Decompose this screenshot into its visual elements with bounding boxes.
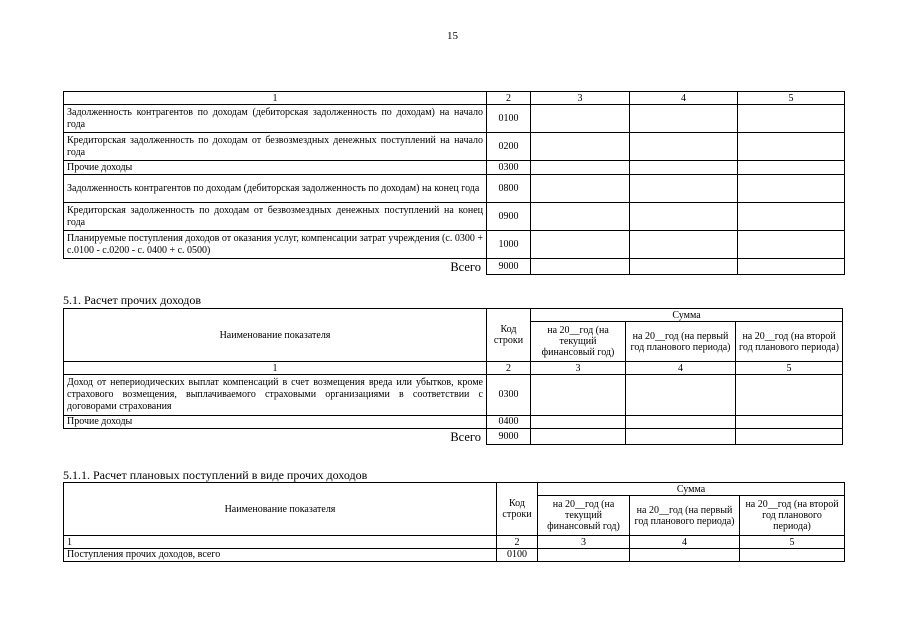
col-number: 3 — [531, 362, 626, 375]
row-code: 0100 — [497, 549, 538, 562]
amount-cell — [630, 175, 738, 203]
col-number: 5 — [740, 536, 845, 549]
amount-cell — [626, 416, 736, 429]
amount-cell — [630, 161, 738, 175]
col-number: 1 — [64, 92, 487, 105]
col-number: 1 — [64, 362, 487, 375]
row-label: Прочие доходы — [64, 416, 487, 429]
amount-cell — [531, 416, 626, 429]
period-header: на 20__год (на первый год планового периода) — [630, 496, 740, 536]
amount-cell — [740, 549, 845, 562]
table-number-row — [64, 536, 845, 549]
col-number: 2 — [487, 362, 531, 375]
col-number: 4 — [630, 536, 740, 549]
amount-cell — [630, 105, 738, 133]
amount-cell — [630, 259, 738, 275]
page-number: 15 — [447, 30, 458, 42]
table-header-row — [64, 483, 845, 496]
income-summary-table — [63, 91, 845, 275]
total-row — [64, 429, 843, 445]
amount-cell — [738, 175, 845, 203]
col-number: 5 — [736, 362, 843, 375]
total-row — [64, 259, 845, 275]
col-sum-header: Сумма — [531, 309, 843, 322]
col-number: 1 — [64, 536, 497, 549]
col-number: 5 — [738, 92, 845, 105]
table-row — [64, 231, 845, 259]
col-name-header: Наименование показателя — [64, 483, 497, 536]
amount-cell — [626, 429, 736, 445]
amount-cell — [738, 161, 845, 175]
row-label: Доход от непериодических выплат компенсаций в счет возмещения вреда или убытков, кроме страхового возмещения, выплачиваемого страховыми организациями в соответствии с договорами страхования — [64, 375, 487, 416]
row-code: 0300 — [487, 161, 531, 175]
row-code: 0300 — [487, 375, 531, 416]
table-number-row — [64, 362, 843, 375]
row-code: 0100 — [487, 105, 531, 133]
period-header: на 20__год (на второй год планового периода) — [740, 496, 845, 536]
amount-cell — [531, 203, 630, 231]
row-code: 0400 — [487, 416, 531, 429]
row-label: Задолженность контрагентов по доходам (дебиторская задолженность по доходам) на начало года — [64, 105, 487, 133]
row-label: Прочие доходы — [64, 161, 487, 175]
total-label: Всего — [64, 429, 487, 445]
row-label: Планируемые поступления доходов от оказания услуг, компенсации затрат учреждения (с. 0300 + с.0100 - с.0200 - с. 0400 + с. 0500) — [64, 231, 487, 259]
amount-cell — [738, 203, 845, 231]
col-number: 3 — [531, 92, 630, 105]
amount-cell — [736, 429, 843, 445]
amount-cell — [531, 175, 630, 203]
amount-cell — [531, 231, 630, 259]
table-row — [64, 175, 845, 203]
period-header: на 20__год (на текущий финансовый год) — [531, 322, 626, 362]
col-code-header: Код строки — [497, 483, 538, 536]
row-label: Кредиторская задолженность по доходам от безвозмездных денежных поступлений на начало года — [64, 133, 487, 161]
section-title: 5.1.1. Расчет плановых поступлений в виде прочих доходов — [63, 468, 368, 482]
row-code: 0800 — [487, 175, 531, 203]
amount-cell — [531, 133, 630, 161]
table-row — [64, 161, 845, 175]
amount-cell — [736, 375, 843, 416]
row-label: Задолженность контрагентов по доходам (дебиторская задолженность по доходам) на конец года — [64, 175, 487, 203]
table-header-row — [64, 92, 845, 105]
amount-cell — [630, 133, 738, 161]
amount-cell — [531, 259, 630, 275]
amount-cell — [738, 133, 845, 161]
col-number: 2 — [497, 536, 538, 549]
period-header: на 20__год (на первый год планового периода) — [626, 322, 736, 362]
table-row — [64, 105, 845, 133]
table-row — [64, 375, 843, 416]
amount-cell — [738, 259, 845, 275]
amount-cell — [538, 549, 630, 562]
total-label: Всего — [64, 259, 487, 275]
total-code: 9000 — [487, 259, 531, 275]
col-number: 2 — [487, 92, 531, 105]
amount-cell — [531, 429, 626, 445]
col-number: 3 — [538, 536, 630, 549]
col-number: 4 — [630, 92, 738, 105]
table-row — [64, 549, 845, 562]
total-code: 9000 — [487, 429, 531, 445]
col-code-header: Код строки — [487, 309, 531, 362]
section-title: 5.1. Расчет прочих доходов — [63, 293, 202, 307]
row-code: 0200 — [487, 133, 531, 161]
row-code: 0900 — [487, 203, 531, 231]
amount-cell — [626, 375, 736, 416]
table-row — [64, 416, 843, 429]
amount-cell — [630, 231, 738, 259]
other-income-table — [63, 308, 843, 445]
amount-cell — [630, 203, 738, 231]
col-name-header: Наименование показателя — [64, 309, 487, 362]
row-label: Поступления прочих доходов, всего — [64, 549, 497, 562]
table-row — [64, 133, 845, 161]
amount-cell — [531, 105, 630, 133]
row-label: Кредиторская задолженность по доходам от безвозмездных денежных поступлений на конец года — [64, 203, 487, 231]
amount-cell — [630, 549, 740, 562]
amount-cell — [531, 161, 630, 175]
amount-cell — [531, 375, 626, 416]
amount-cell — [736, 416, 843, 429]
col-number: 4 — [626, 362, 736, 375]
period-header: на 20__год (на второй год планового периода) — [736, 322, 843, 362]
col-sum-header: Сумма — [538, 483, 845, 496]
amount-cell — [738, 105, 845, 133]
planned-other-income-table — [63, 482, 845, 562]
period-header: на 20__год (на текущий финансовый год) — [538, 496, 630, 536]
row-code: 1000 — [487, 231, 531, 259]
table-header-row — [64, 309, 843, 322]
table-row — [64, 203, 845, 231]
amount-cell — [738, 231, 845, 259]
